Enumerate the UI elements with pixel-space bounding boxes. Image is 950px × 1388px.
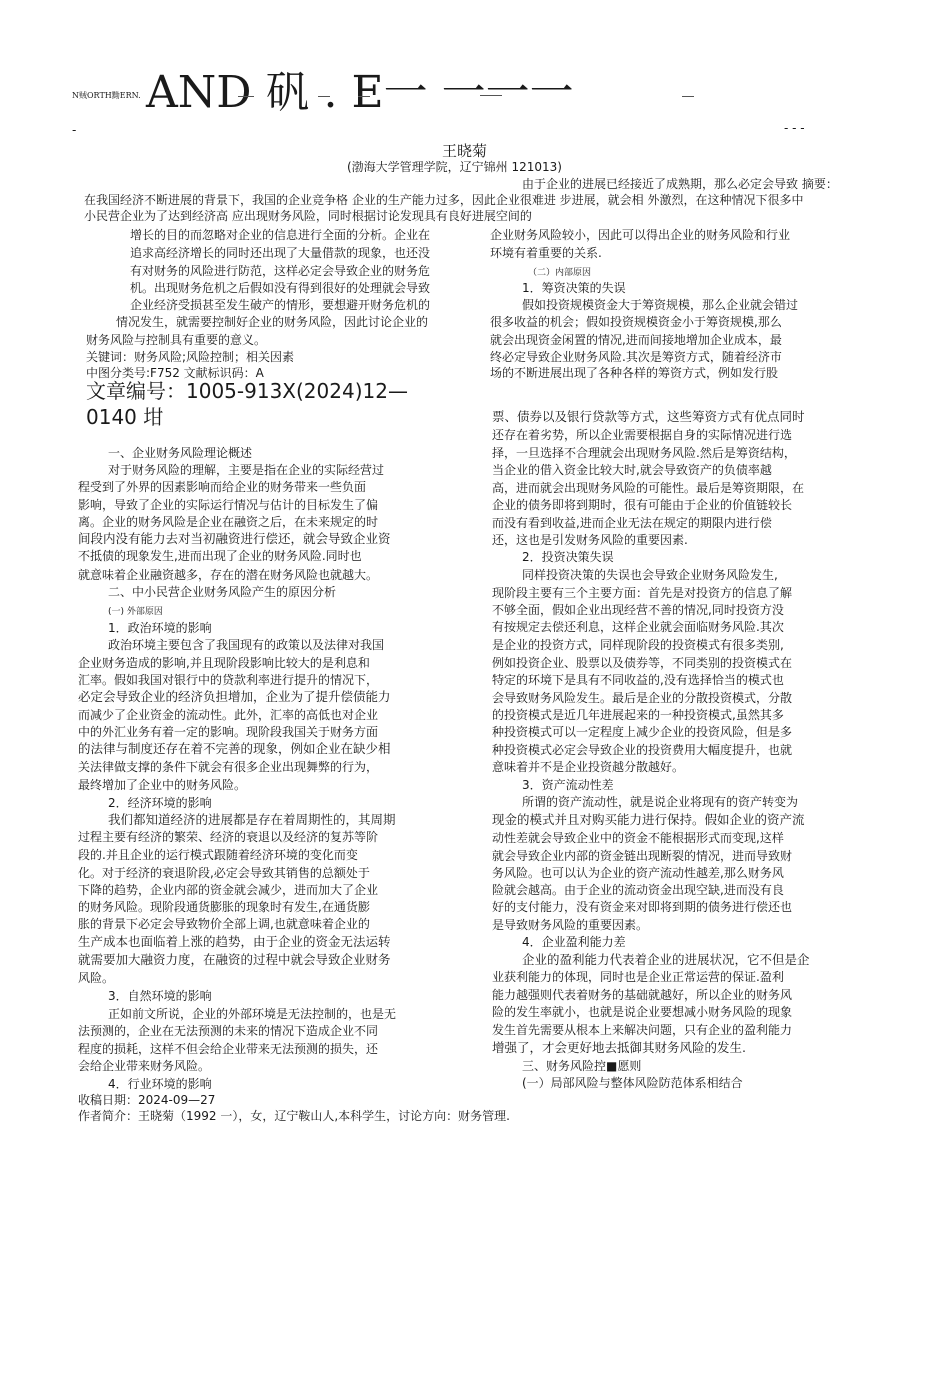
text-line: 我们都知道经济的进展都是存在着周期性的，其周期 <box>108 812 396 827</box>
text-line: 4．企业盈利能力差 <box>522 935 626 949</box>
text-line: 追求高经济增长的同时还出现了大量借款的现象，也还没 <box>130 246 431 260</box>
masthead-dots: - - - <box>784 121 805 135</box>
text-line: 企业财务造成的影响,并且现阶段影响比较大的是利息和 <box>78 656 370 670</box>
text-line: 有按规定去偿还利息，这样企业就会面临财务风险.其次 <box>492 620 784 634</box>
text-line: 就会出现资金闲置的情况,进而间接地增加企业成本，最 <box>490 333 782 347</box>
text-line: 离。企业的财务风险是企业在融资之后，在未来规定的时 <box>78 515 379 529</box>
text-line: 种投资模式必定会导致企业的投资费用大幅度提升，也就 <box>492 743 793 757</box>
text-line: 胀的背景下必定会导致物价全部上调,也就意味着企业的 <box>78 917 370 931</box>
text-line: 是企业的投资方式，同样现阶段的投资模式有很多类别, <box>492 638 784 652</box>
text-line: 企业财务风险较小，因此可以得出企业的财务风险和行业 <box>490 228 791 242</box>
text-line: 而减少了企业资金的流动性。此外，汇率的高低也对企业 <box>78 708 379 722</box>
text-line: 择，一旦选择不合理就会出现财务风险.然后是筹资结构， <box>492 446 796 460</box>
text-line: 不抵债的现象发生,进而出现了企业的财务风险.同时也 <box>78 549 362 563</box>
text-line: 不够全面，假如企业出现经营不善的情况,同时投资方没 <box>492 603 784 617</box>
text-line: 中图分类号:F752 文献标识码：A <box>86 366 264 380</box>
text-line: 险的发生率就小，也就是说企业要想减小财务风险的现象 <box>492 1005 793 1019</box>
text-line: 种投资模式可以一定程度上减少企业的投资风险，但是多 <box>492 725 793 739</box>
text-line: 同样投资决策的失误也会导致企业财务风险发生, <box>522 568 778 582</box>
text-line: 好的支付能力，没有资金来对即将到期的债务进行偿还也 <box>492 900 793 914</box>
text-line: 增长的目的而忽略对企业的信息进行全面的分析。企业在 <box>130 228 431 242</box>
text-line: (一）局部风险与整体风险防范体系相结合 <box>522 1076 743 1090</box>
text-line: 中的外汇业务有着一定的影响。现阶段我国关于财务方面 <box>78 725 379 739</box>
text-line: 而没有看到收益,进而企业无法在规定的期限内进行偿 <box>492 516 772 530</box>
text-line: 作者简介：王晓菊（1992 一），女，辽宁鞍山人,本科学生，讨论方向：财务管理. <box>78 1109 510 1123</box>
text-line: 段的.并且企业的运行模式跟随着经济环境的变化而变 <box>78 848 358 862</box>
text-line: 企业经济受损甚至发生破产的情形，要想避开财务危机的 <box>130 298 431 312</box>
text-line: (一) 外部原因 <box>108 607 163 617</box>
text-line: 化。对于经济的衰退阶段,必定会导致其销售的总额处于 <box>78 866 370 880</box>
text-line: 就会导致企业内部的资金链出现断裂的情况，进而导致财 <box>492 849 793 863</box>
text-line: 所谓的资产流动性，就是说企业将现有的资产转变为 <box>522 795 799 809</box>
text-line: 终必定导致企业财务风险.其次是筹资方式，随着经济市 <box>490 350 782 364</box>
text-line: 还，这也是引发财务风险的重要因素. <box>492 533 688 547</box>
text-line: 法预测的，企业在无法预测的未来的情况下造成企业不同 <box>78 1024 379 1038</box>
text-line: 企业的债务即将到期时，很有可能由于企业的价值链较长 <box>492 498 793 512</box>
text-line: 1．筹资决策的失误 <box>522 281 626 295</box>
text-line: 险就会越高。由于企业的流动资金出现空缺,进而没有良 <box>492 883 784 897</box>
affiliation: (渤海大学管理学院，辽宁锦州 121013) <box>347 160 562 174</box>
text-line: 票、债券以及银行贷款等方式，这些筹资方式有优点同时 <box>492 409 805 424</box>
masthead-dash: - <box>72 123 77 137</box>
text-line: 3．自然环境的影响 <box>108 989 212 1003</box>
text-line: 2．投资决策失误 <box>522 550 614 564</box>
text-line: 正如前文所说，企业的外部环境是无法控制的，也是无 <box>108 1007 397 1021</box>
text-line: 在我国经济不断进展的背景下，我国的企业竞争格 企业的生产能力过多，因此企业很难进 步进展，就会相 外激烈，在这种情况下很多中 <box>84 193 804 207</box>
text-line: 下降的趋势，企业内部的资金就会减少，进而加大了企业 <box>78 883 379 897</box>
text-line: 增强了，才会更好地去抵御其财务风险的发生. <box>492 1040 746 1055</box>
text-line: 情况发生，就需要控制好企业的财务风险，因此讨论企业的 <box>116 315 429 329</box>
article-number: 文章编号：1005-913X(2024)12—0140 坩 <box>86 379 408 429</box>
text-line: 当企业的借入资金比较大时,就会导致资产的负债率越 <box>492 463 772 477</box>
text-line: 4．行业环境的影响 <box>108 1077 212 1091</box>
text-line: 由于企业的进展已经接近了成熟期，那么必定会导致 摘要： <box>522 177 838 191</box>
masthead-left-text: N贼ORTH黝ERN. <box>72 91 141 100</box>
text-line: （二）内部原因 <box>528 268 592 278</box>
text-line: 就需要加大融资力度，在融资的过程中就会导致企业财务 <box>78 952 391 967</box>
text-line: 一、企业财务风险理论概述 <box>108 446 253 460</box>
masthead-rule <box>682 96 694 97</box>
text-line: 必定会导致企业的经济负担增加，企业为了提升偿债能力 <box>78 689 391 704</box>
text-line: 最终增加了企业中的财务风险。 <box>78 778 247 792</box>
text-line: 1．政治环境的影响 <box>108 621 212 635</box>
text-line: 对于财务风险的理解，主要是指在企业的实际经营过 <box>108 463 385 477</box>
text-line: 收稿日期：2024-09—27 <box>78 1093 216 1107</box>
text-line: 程受到了外界的因素影响而给企业的财务带来一些负面 <box>78 480 367 494</box>
text-line: 的财务风险。现阶段通货膨胀的现象时有发生,在通货膨 <box>78 900 370 914</box>
text-line: 场的不断进展出现了各种各样的筹资方式，例如发行股 <box>490 366 779 380</box>
text-line: 机。出现财务危机之后假如没有得到很好的处理就会导致 <box>130 281 431 295</box>
text-line: 2．经济环境的影响 <box>108 796 212 810</box>
text-line: 高，进而就会出现财务风险的可能性。最后是筹资期限，在 <box>492 481 805 495</box>
text-line: 关法律做支撑的条件下就会有很多企业出现舞弊的行为， <box>78 760 379 774</box>
text-line: 的法律与制度还存在着不完善的现象，例如企业在缺少相 <box>78 741 391 756</box>
text-line: 假如投资规模资金大于筹资规模，那么企业就会错过 <box>522 298 799 312</box>
text-line: 3．资产流动性差 <box>522 778 614 792</box>
text-line: 影响，导致了企业的实际运行情况与估计的目标发生了偏 <box>78 498 379 512</box>
author-name: 王晓菊 <box>442 142 488 160</box>
masthead-rule <box>480 95 502 96</box>
text-line: 关键词：财务风险;风险控制；相关因素 <box>86 350 295 364</box>
text-line: 生产成本也面临着上涨的趋势，由于企业的资金无法运转 <box>78 934 391 949</box>
text-line: 程度的损耗，这样不但会给企业带来无法预测的损失，还 <box>78 1042 379 1056</box>
text-line: 环境有着重要的关系. <box>490 246 602 260</box>
text-line: 很多收益的机会；假如投资规模资金小于筹资规模,那么 <box>490 315 782 329</box>
text-line: 间段内没有能力去对当初融资进行偿还，就会导致企业资 <box>78 531 391 546</box>
text-line: 政治环境主要包含了我国现有的政策以及法律对我国 <box>108 638 385 652</box>
text-line: 业获利能力的体现，同时也是企业正常运营的保证.盈利 <box>492 970 784 984</box>
text-line: 会给企业带来财务风险。 <box>78 1059 211 1073</box>
text-line: 例如投资企业、股票以及债券等，不同类别的投资模式在 <box>492 656 793 670</box>
text-line: 企业的盈利能力代表着企业的进展状况，它不但是企 <box>522 952 810 967</box>
text-line: 特定的环境下是具有不同收益的,没有选择恰当的模式也 <box>492 673 784 687</box>
masthead-title: AND 矾 . E一 一一一 <box>146 67 574 118</box>
text-line: 现阶段主要有三个主要方面：首先是对投资方的信息了解 <box>492 586 793 600</box>
text-line: 还存在着劣势，所以企业需要根据自身的实际情况进行选 <box>492 428 793 442</box>
text-line: 有对财务的风险进行防范，这样必定会导致企业的财务危 <box>130 264 431 278</box>
text-line: 的投资模式是近几年进展起来的一种投资模式,虽然其多 <box>492 708 784 722</box>
text-line: 会导致财务风险发生。最后是企业的分散投资模式，分散 <box>492 691 793 705</box>
text-line: 能力越强则代表着财务的基础就越好，所以企业的财务风 <box>492 988 793 1002</box>
masthead-rule <box>358 96 370 97</box>
text-line: 发生首先需要从根本上来解决问题，只有企业的盈利能力 <box>492 1023 793 1037</box>
text-line: 风险。 <box>78 971 115 985</box>
text-line: 三、财务风险控■愿则 <box>522 1059 642 1073</box>
text-line: 是导致财务风险的重要因素。 <box>492 918 649 932</box>
text-line: 现金的模式并且对购买能力进行保持。假如企业的资产流 <box>492 812 805 827</box>
text-line: 财务风险与控制具有重要的意义。 <box>86 333 267 347</box>
masthead-rule <box>238 96 254 97</box>
text-line: 二、中小民营企业财务风险产生的原因分析 <box>108 585 337 599</box>
text-line: 就意味着企业融资越多，存在的潜在财务风险也就越大。 <box>78 568 379 582</box>
text-line: 动性差就会导致企业中的资金不能根据形式而变现,这样 <box>492 831 784 845</box>
text-line: 小民营企业为了达到经济高 应出现财务风险，同时根据讨论发现具有良好进展空间的 <box>84 209 532 223</box>
text-line: 汇率。假如我国对银行中的贷款利率进行提升的情况下， <box>78 673 379 687</box>
text-line: 务风险。也可以认为企业的资产流动性越差,那么财务风 <box>492 866 784 880</box>
masthead-rule <box>318 96 330 97</box>
text-line: 过程主要有经济的繁荣、经济的衰退以及经济的复苏等阶 <box>78 830 379 844</box>
text-line: 意味着并不是企业投资越分散越好。 <box>492 760 685 774</box>
